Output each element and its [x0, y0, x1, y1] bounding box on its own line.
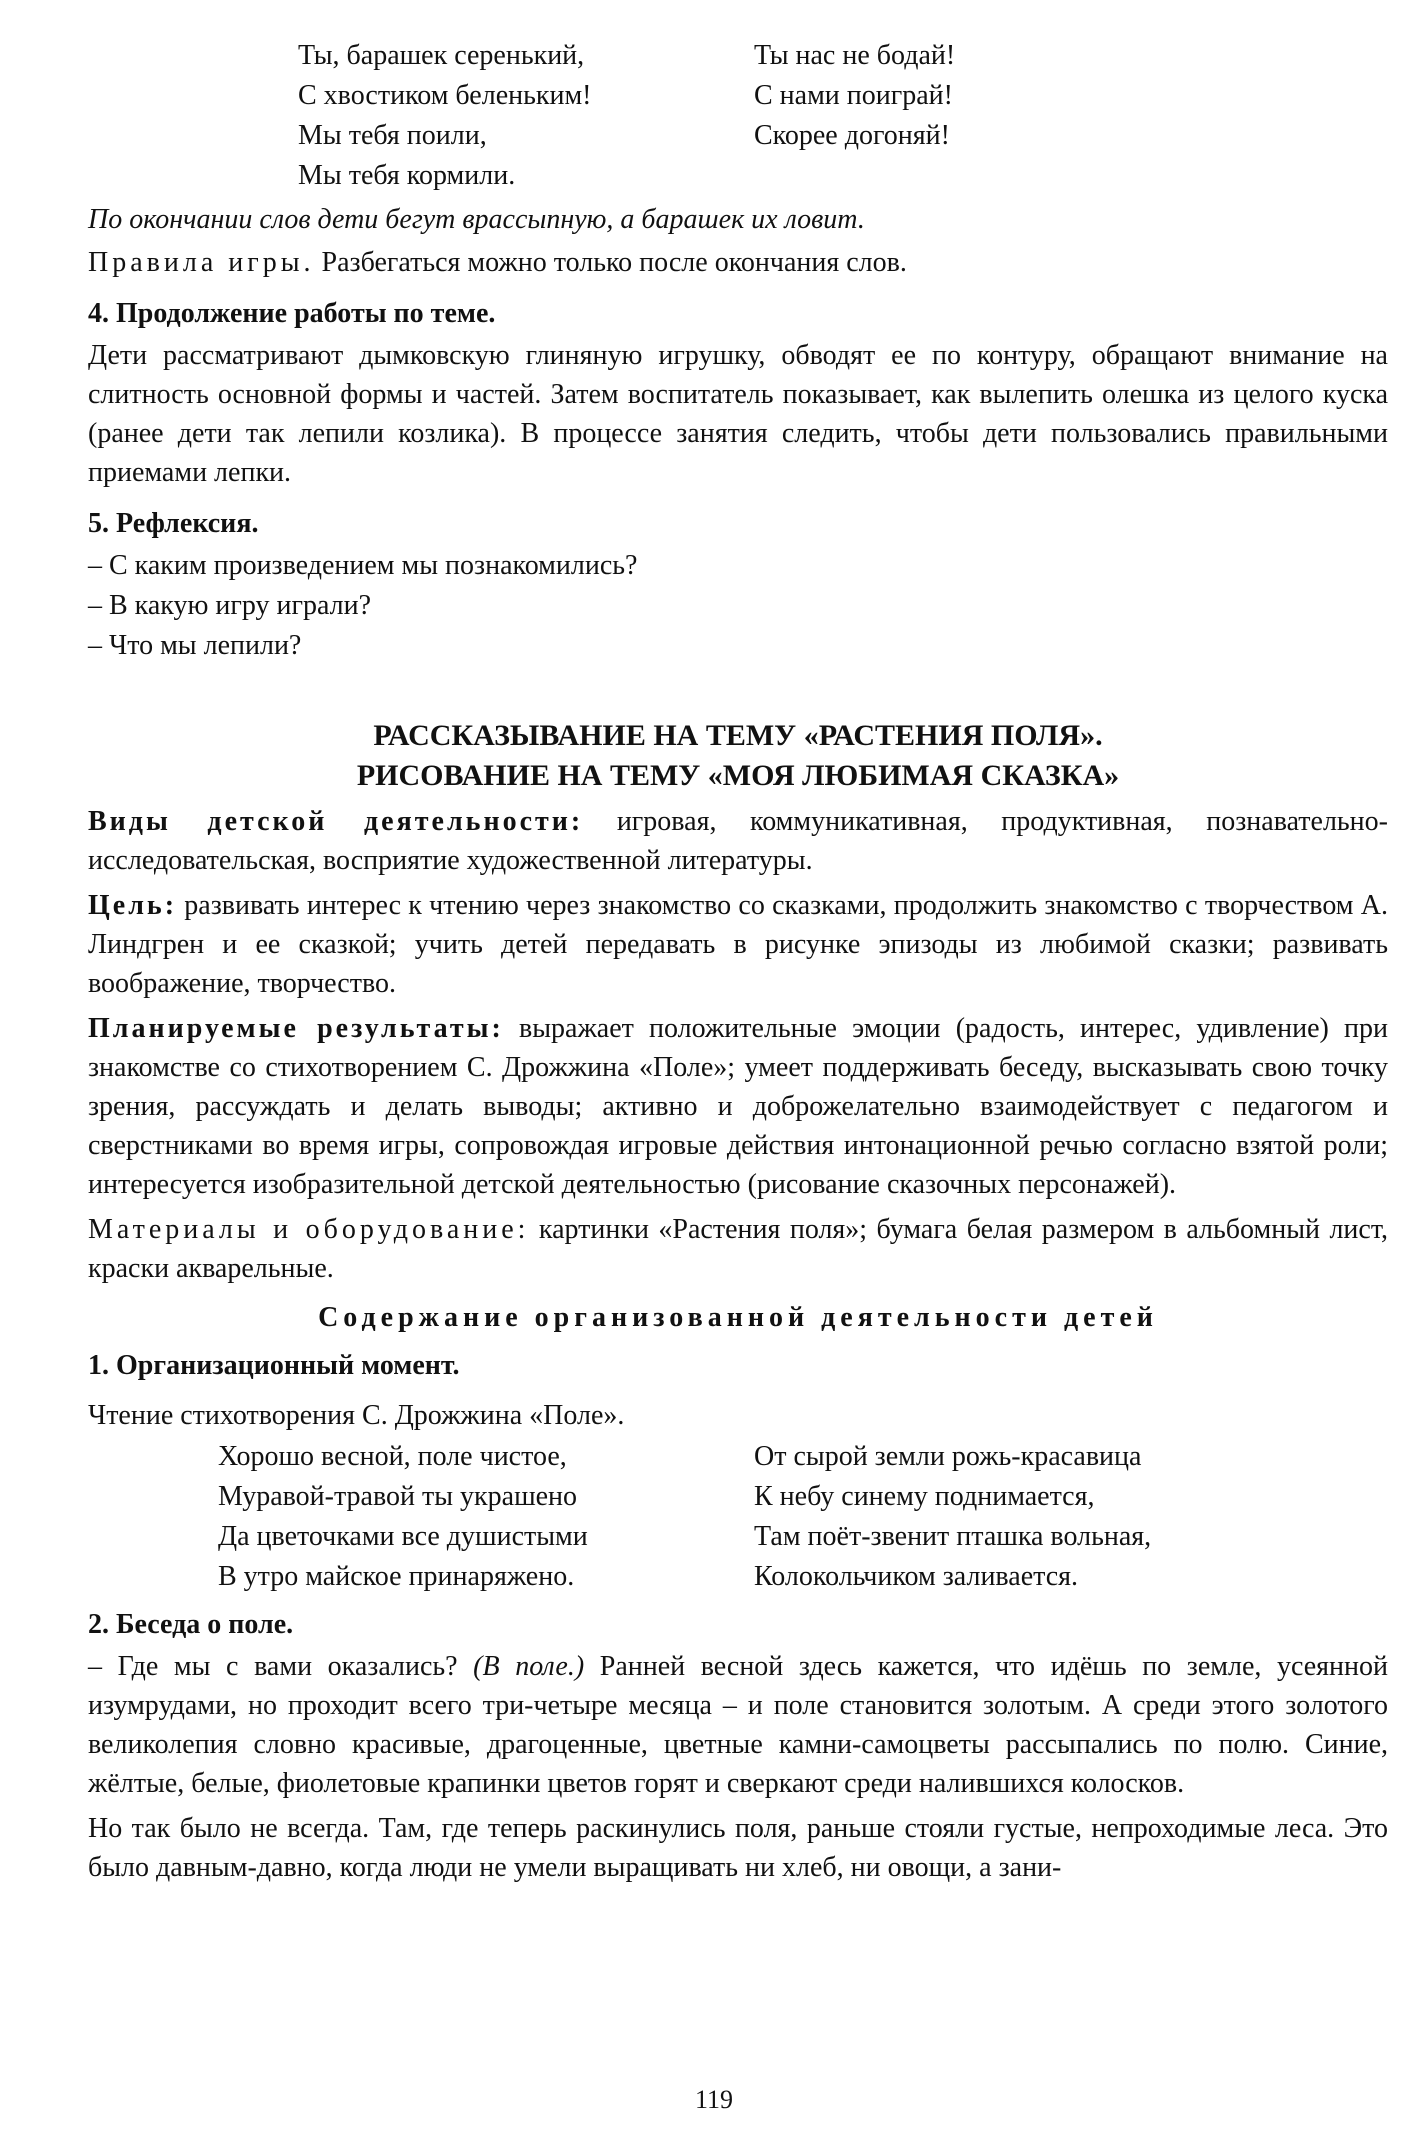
- poem-line: С хвостиком беленьким!: [298, 80, 592, 111]
- planned-results-label: Планируемые результаты:: [88, 1013, 504, 1044]
- planned-results-text: выражает положительные эмоции (радость, интерес, удивление) при знакомстве со стихотворением С. Дрожжина «Поле»; умеет поддерживать беседу, высказывать свою точку зрения, рассуждать и делать выводы; активно и доброжелательно взаимодействует с педагогом и сверстниками во время игры, сопровождая игровые действия интонационной речью согласно взятой роли; интересуется изобразительной детской деятельностью (рисование сказочных персонажей).: [88, 1013, 1388, 1200]
- materials: [88, 1210, 1388, 1288]
- talk-paragraph-1: [88, 1647, 1388, 1803]
- poem-line: Там поёт-звенит пташка вольная,: [754, 1521, 1152, 1552]
- section-heading-talk: 2. Беседа о поле.: [88, 1609, 294, 1640]
- poem-line: Колокольчиком заливается.: [754, 1561, 1079, 1592]
- page-content: [88, 36, 1388, 1887]
- rules-text: Разбегаться можно только после окончания слов.: [314, 247, 907, 278]
- poem-line: От сырой земли рожь-красавица: [754, 1441, 1142, 1472]
- rules-label: Правила игры.: [88, 247, 315, 278]
- poem-sheep-left: [298, 36, 754, 196]
- poem-line: С нами поиграй!: [754, 80, 953, 111]
- planned-results: [88, 1009, 1388, 1204]
- lesson-title: [88, 716, 1388, 796]
- poem-line: Скорее догоняй!: [754, 120, 950, 151]
- poem-line: В утро майское принаряжено.: [218, 1561, 575, 1592]
- game-description: По окончании слов дети бегут врассыпную, а барашек их ловит.: [88, 204, 865, 235]
- org-intro: Чтение стихотворения С. Дрожжина «Поле».: [88, 1400, 625, 1431]
- poem-line: Мы тебя кормили.: [298, 160, 516, 191]
- poem-sheep-right: [754, 36, 955, 196]
- reflection-question: – Что мы лепили?: [88, 630, 302, 661]
- activity-kinds: [88, 802, 1388, 880]
- section-heading-4: 4. Продолжение работы по теме.: [88, 298, 496, 329]
- poem-line: К небу синему поднимается,: [754, 1481, 1095, 1512]
- reflection-question: – С каким произведением мы познакомились?: [88, 550, 638, 581]
- section-heading-org: 1. Организационный момент.: [88, 1350, 460, 1381]
- section-heading-5: 5. Рефлексия.: [88, 508, 259, 539]
- talk-text: Ранней весной здесь кажется, что идёшь по земле, усеянной изумрудами, но проходит всего три-четыре месяца – и поле становится золотым. А среди этого золотого великолепия словно красивые, драгоценные, цветные камни-самоцветы рассыпались по полю. Синие, жёлтые, белые, фиолетовые крапинки цветов горят и сверкают среди налившихся колосков.: [88, 1651, 1389, 1799]
- poem-line: Хорошо весной, поле чистое,: [218, 1441, 567, 1472]
- activity-kinds-text: игровая, коммуникативная, продуктивная, познавательно-исследовательская, восприятие художественной литературы.: [88, 806, 1388, 876]
- talk-answer: (В поле.): [473, 1651, 585, 1682]
- page-number: 119: [694, 2085, 734, 2114]
- materials-text: картинки «Растения поля»; бумага белая размером в альбомный лист, краски акварельные.: [88, 1214, 1388, 1284]
- talk-question: – Где мы с вами оказались?: [88, 1651, 474, 1682]
- poem-line: Мы тебя поили,: [298, 120, 487, 151]
- game-rules: [88, 243, 1388, 282]
- poem-field: [218, 1437, 1388, 1597]
- lesson-title-line1: РАССКАЗЫВАНИЕ НА ТЕМУ «РАСТЕНИЯ ПОЛЯ».: [373, 719, 1103, 752]
- poem-field-left: [218, 1437, 754, 1597]
- poem-line: Ты, барашек серенький,: [298, 40, 585, 71]
- materials-label: Материалы и оборудование:: [88, 1214, 530, 1245]
- poem-sheep: [298, 36, 1388, 196]
- poem-line: Да цветочками все душистыми: [218, 1521, 588, 1552]
- activity-kinds-label: Виды детской деятельности:: [88, 806, 584, 837]
- poem-field-right: [754, 1437, 1151, 1597]
- talk-paragraph-2: Но так было не всегда. Там, где теперь раскинулись поля, раньше стояли густые, непроходимые леса. Это было давным-давно, когда люди не умели выращивать ни хлеб, ни овощи, а зани-: [88, 1813, 1388, 1883]
- reflection-question: – В какую игру играли?: [88, 590, 372, 621]
- lesson-goal-label: Цель:: [88, 890, 178, 921]
- lesson-goal-text: развивать интерес к чтению через знакомство со сказками, продолжить знакомство с творчеством А. Линдгрен и ее сказкой; учить детей передавать в рисунке эпизоды из любимой сказки; развивать воображение, творчество.: [88, 890, 1388, 999]
- lesson-title-line2: РИСОВАНИЕ НА ТЕМУ «МОЯ ЛЮБИМАЯ СКАЗКА»: [356, 759, 1120, 792]
- content-heading: Содержание организованной деятельности детей: [318, 1302, 1158, 1333]
- poem-line: Ты нас не бодай!: [754, 40, 956, 71]
- poem-line: Муравой-травой ты украшено: [218, 1481, 578, 1512]
- section-4-text: Дети рассматривают дымковскую глиняную игрушку, обводят ее по контуру, обращают внимание на слитность основной формы и частей. Затем воспитатель показывает, как вылепить олешка из целого куска (ранее дети так лепили козлика). В процессе занятия следить, чтобы дети пользовались правильными приемами лепки.: [88, 340, 1388, 488]
- lesson-goal: [88, 886, 1388, 1003]
